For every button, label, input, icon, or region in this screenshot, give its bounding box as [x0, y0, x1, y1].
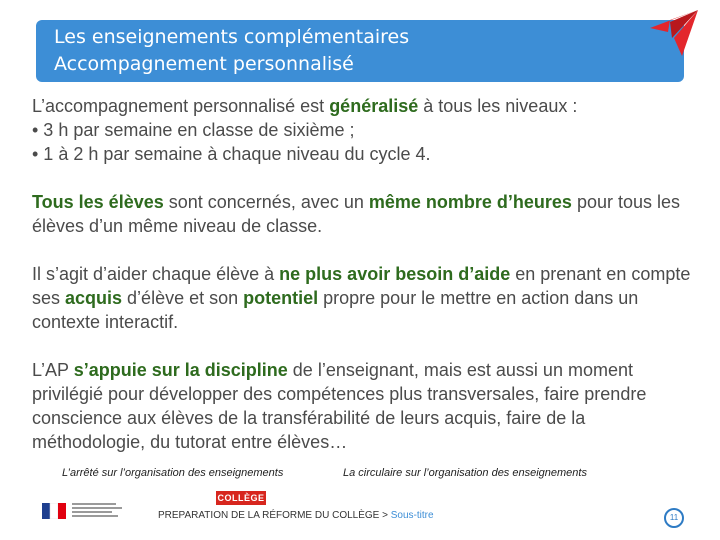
text-span: L’AP [32, 360, 74, 380]
page-number: 11 [664, 508, 684, 528]
bullet-sixieme: • 3 h par semaine en classe de sixième ; [32, 120, 355, 140]
text-span: propre pour le mettre en action dans un contexte interactif. [32, 288, 639, 332]
text-span: en prenant en compte ses [32, 264, 691, 308]
arrete-link[interactable]: L’arrêté sur l’organisation des enseignements [62, 467, 284, 479]
paragraph-objectif [32, 262, 702, 334]
emphasis-text: même nombre d’heures [368, 192, 572, 212]
emphasis-text: s’appuie sur la discipline [73, 360, 288, 380]
paragraph-generalisation [32, 94, 702, 166]
emphasis-text: potentiel [243, 288, 319, 308]
text-span: Il s’agit d’aider chaque élève à [32, 264, 280, 284]
emphasis-text: généralisé [329, 96, 419, 116]
reform-arrow-logo-icon [648, 8, 700, 58]
bullet-cycle4: • 1 à 2 h par semaine à chaque niveau du cycle 4. [32, 144, 431, 164]
footer-label: PREPARATION DE LA RÉFORME DU COLLÈGE > [158, 510, 388, 521]
paragraph-discipline [32, 358, 702, 454]
footer-subtitle: Sous-titre [390, 510, 434, 521]
slide-title: Les enseignements complémentaires [54, 26, 410, 48]
republique-francaise-logo [36, 499, 128, 525]
footer-text [158, 510, 434, 521]
text-span: de l’enseignant, mais est aussi un moment privilégié pour développer des compétences plus transversales, faire prendre conscience aux élèves de la transférabilité de leurs acquis, faire de la méthodologie, du tutorat entre élèves… [32, 360, 647, 452]
emphasis-text: Tous les élèves [32, 192, 164, 212]
emphasis-text: acquis [65, 288, 123, 308]
paragraph-tous-les-eleves [32, 190, 702, 238]
text-span: pour tous les élèves d’un même niveau de classe. [32, 192, 680, 236]
slide-subtitle: Accompagnement personnalisé [54, 53, 354, 75]
french-flag-icon [42, 503, 66, 519]
college-badge: COLLÈGE [217, 493, 265, 503]
ministry-text-lines [72, 503, 124, 519]
text-span: L’accompagnement personnalisé est [32, 96, 330, 116]
circulaire-link[interactable]: La circulaire sur l’organisation des enseignements [343, 467, 587, 479]
text-span: d’élève et son [122, 288, 244, 308]
text-span: sont concernés, avec un [163, 192, 369, 212]
text-span: à tous les niveaux : [418, 96, 578, 116]
emphasis-text: ne plus avoir besoin d’aide [279, 264, 511, 284]
title-banner [36, 20, 684, 82]
